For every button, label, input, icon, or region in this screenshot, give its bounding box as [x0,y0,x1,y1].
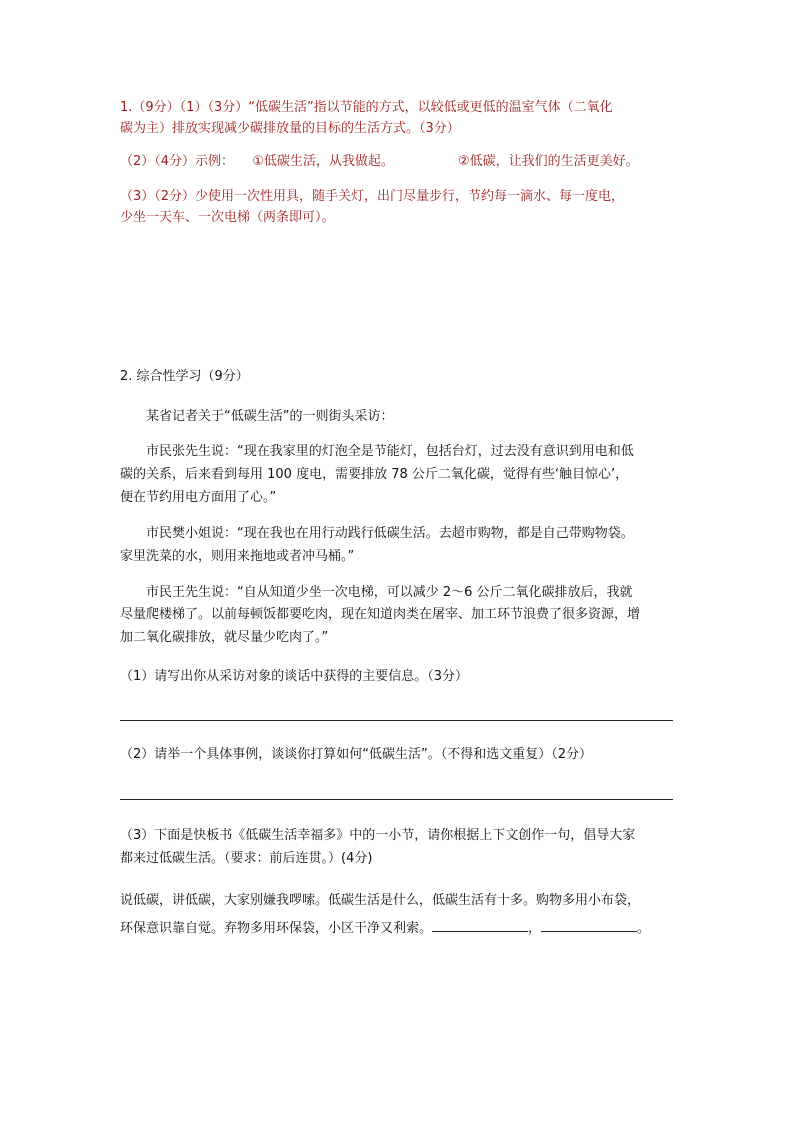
answer-q2 [120,154,639,170]
verse-end: 。 [637,921,651,936]
answer-q3-line2: 少坐一天车、一次电梯（两条即可）。 [120,210,335,225]
question-title: 2. 综合性学习（9分） [120,369,249,384]
zhang-quote-line2: 碳的关系，后来看到每用 100 度电，需要排放 78 公斤二氧化碳，觉得有些‘触目惊心’， [120,467,629,482]
verse-blank-1[interactable] [432,919,528,932]
interview-intro: 某省记者关于“低碳生活”的一则街头采访： [146,409,394,424]
answer-q3-line1: （3）（2分）少使用一次性用具，随手关灯，出门尽量步行，节约每一滴水、每一度电， [120,189,625,204]
verse-blank-2[interactable] [541,919,637,932]
wang-quote-line2: 尽量爬楼梯了。以前每顿饭都要吃肉，现在知道肉类在屠宰、加工环节浪费了很多资源，增 [120,607,641,622]
answer-q1-line2: 碳为主）排放实现减少碳排放量的目标的生活方式。（3分） [120,121,460,136]
zhang-quote-line1: 市民张先生说：“现在我家里的灯泡全是节能灯，包括台灯，过去没有意识到用电和低 [146,444,634,459]
zhang-quote-line3: 便在节约用电方面用了心。” [120,490,277,505]
verse-line1: 说低碳，讲低碳，大家别嫌我啰嗦。低碳生活是什么，低碳生活有十多。购物多用小布袋， [120,893,641,908]
fan-quote-line1: 市民樊小姐说：“现在我也在用行动践行低碳生活。去超市购物，都是自己带购物袋。 [146,526,634,541]
verse-line2-text: 环保意识靠自觉。弃物多用环保袋，小区干净又利索。 [120,921,433,936]
answer-q2-example2: ②低碳，让我们的生活更美好。 [457,154,639,169]
verse-line2 [120,919,650,937]
fan-quote-line2: 家里洗菜的水，则用来拖地或者冲马桶。” [120,549,355,564]
answer-q2-prefix: （2）（4分）示例： [120,154,235,169]
answer-q1-line1: 1.（9分）（1）（3分）“低碳生活”指以节能的方式，以较低或更低的温室气体（二氧化 [120,100,613,115]
sub-question-3-line2: 都来过低碳生活。（要求：前后连贯。）(4分) [120,851,373,866]
answer-line-2[interactable] [120,799,673,800]
wang-quote-line3: 加二氧化碳排放，就尽量少吃肉了。” [120,630,329,645]
sub-question-3-line1: （3）下面是快板书《低碳生活幸福多》中的一小节，请你根据上下文创作一句，倡导大家 [120,828,636,843]
sub-question-1: （1）请写出你从采访对象的谈话中获得的主要信息。（3分） [120,669,469,684]
answer-line-1[interactable] [120,720,673,721]
answer-q2-example1: ①低碳生活，从我做起。 [252,154,394,169]
wang-quote-line1: 市民王先生说：“自从知道少坐一次电梯，可以减少 2～6 公斤二氧化碳排放后，我就 [146,585,633,600]
verse-comma: ， [528,921,542,936]
sub-question-2: （2）请举一个具体事例，谈谈你打算如何“低碳生活”。（不得和选文重复）（2分） [120,747,593,762]
